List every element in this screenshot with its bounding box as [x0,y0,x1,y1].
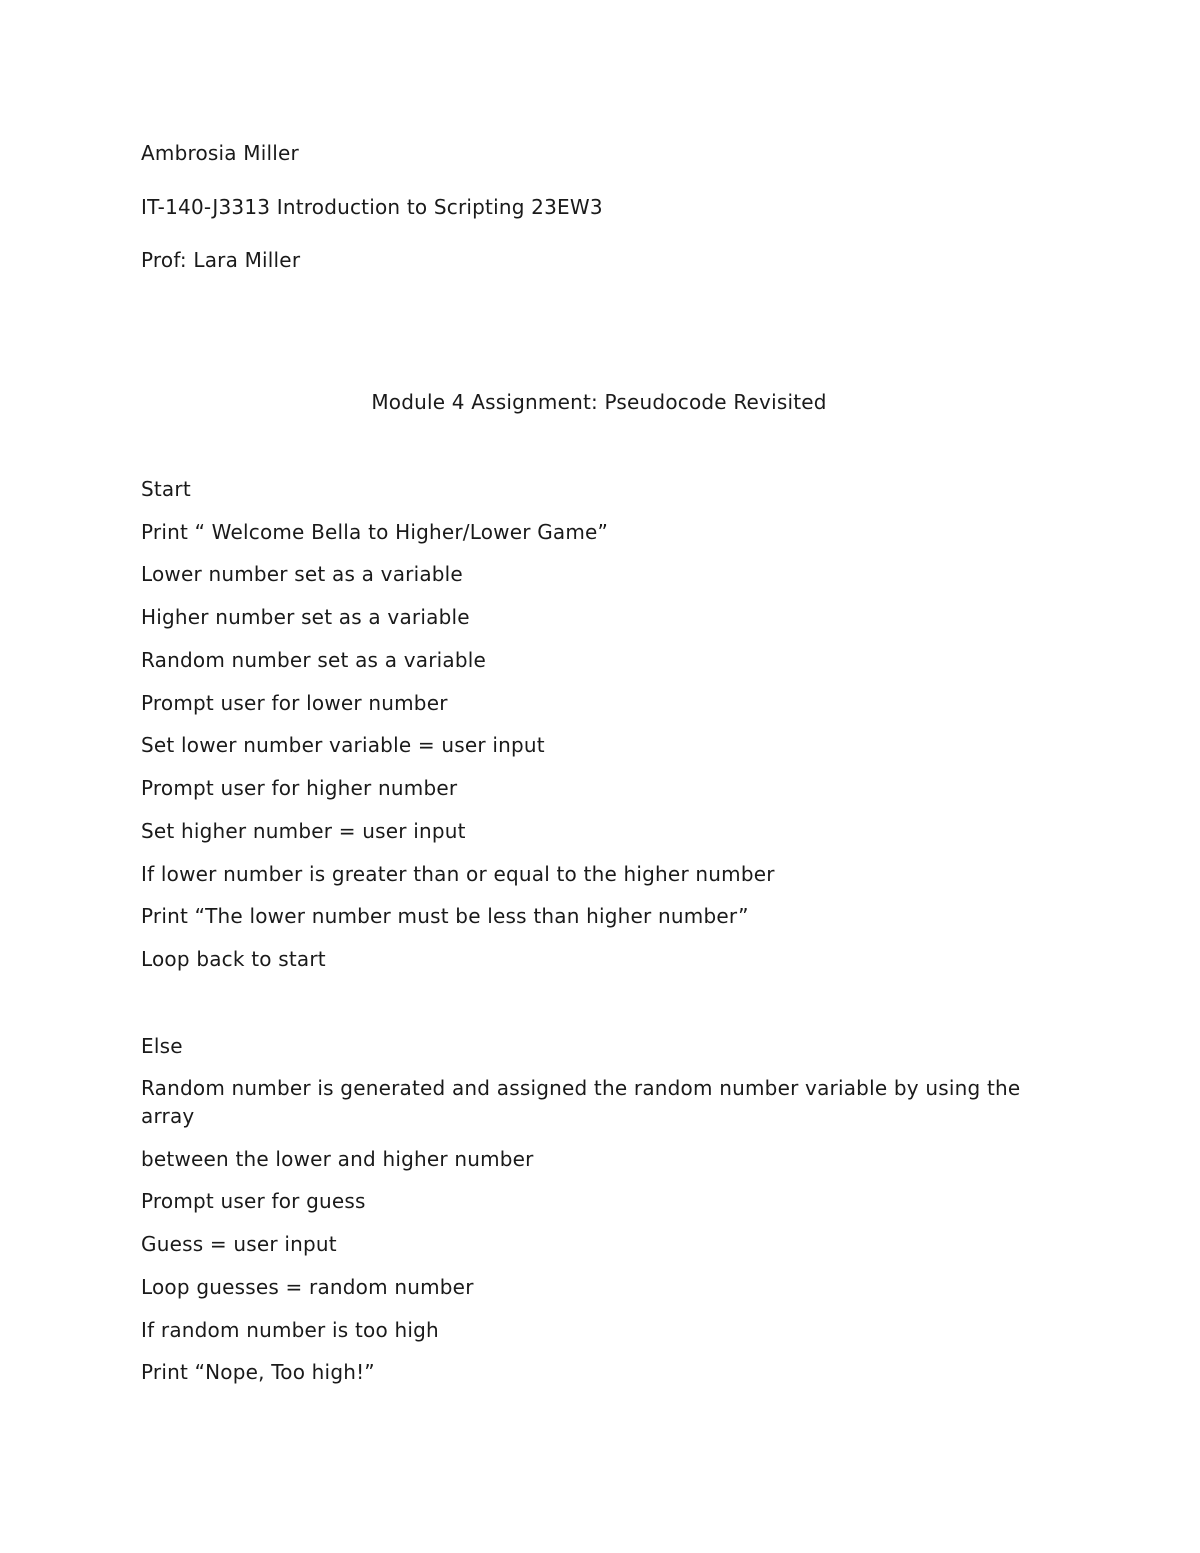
pseudocode-line: Higher number set as a variable [141,605,470,629]
pseudocode-line: Print “Nope, Too high!” [141,1360,375,1384]
course-name: IT-140-J3313 Introduction to Scripting 23EW3 [141,195,603,219]
pseudocode-line: Prompt user for higher number [141,776,458,800]
author-name: Ambrosia Miller [141,141,299,165]
pseudocode-line: Set lower number variable = user input [141,733,545,757]
pseudocode-line: Lower number set as a variable [141,562,463,586]
pseudocode-line: Prompt user for guess [141,1189,366,1213]
pseudocode-line: Loop guesses = random number [141,1275,474,1299]
pseudocode-line: Set higher number = user input [141,819,466,843]
pseudocode-line: Else [141,1034,183,1058]
professor-name: Prof: Lara Miller [141,248,301,272]
pseudocode-line: If random number is too high [141,1318,439,1342]
pseudocode-line: Loop back to start [141,947,326,971]
pseudocode-line: Start [141,477,191,501]
pseudocode-line: Prompt user for lower number [141,691,448,715]
pseudocode-line: Guess = user input [141,1232,337,1256]
pseudocode-line: Random number is generated and assigned the random number variable by using the array [141,1076,1021,1128]
pseudocode-line: Print “ Welcome Bella to Higher/Lower Game” [141,520,609,544]
pseudocode-line: Print “The lower number must be less than higher number” [141,904,749,928]
pseudocode-line: Random number set as a variable [141,648,487,672]
pseudocode-line: If lower number is greater than or equal to the higher number [141,862,775,886]
pseudocode-line: between the lower and higher number [141,1147,534,1171]
document-title: Module 4 Assignment: Pseudocode Revisited [371,390,827,414]
